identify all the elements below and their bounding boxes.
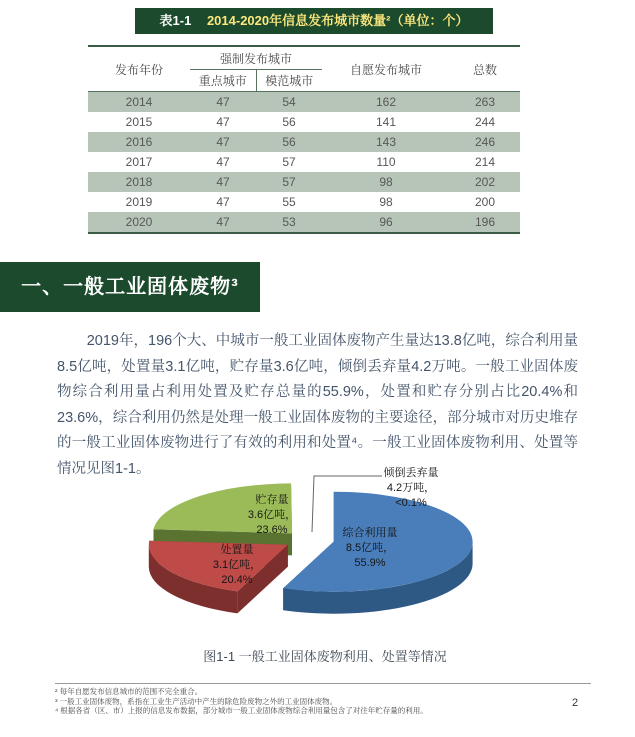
col-header-key-cities: 重点城市 bbox=[190, 70, 256, 92]
cell-key: 47 bbox=[216, 215, 230, 229]
section-heading: 一、一般工业固体废物³ bbox=[0, 262, 260, 312]
slice-pct: 55.9% bbox=[354, 557, 386, 569]
cell-voluntary: 162 bbox=[375, 95, 397, 109]
body-paragraph: 2019年，196个大、中城市一般工业固体废物产生量达13.8亿吨，综合利用量8.5亿吨，处置量3.1亿吨，贮存量3.6亿吨，倾倒丢弃量4.2万吨。一般工业固体废物综合利用量占利用处置及贮存总量的55.9%，处置和贮存分别占比20.4%和23.6%，综合利用仍然是处理一般工业固体废物的主要途径，部分城市对历史堆存的一般工业固体废物进行了有效的利用和处置⁴。一般工业固体废物利用、处置等情况见图1-1。 bbox=[57, 333, 578, 477]
slice-name: 处置量 bbox=[220, 544, 254, 556]
cell-total: 200 bbox=[474, 195, 496, 209]
table-row bbox=[88, 192, 520, 212]
col-header-mandatory: 强制发布城市 bbox=[190, 46, 322, 70]
cell-model: 57 bbox=[282, 175, 296, 189]
cell-voluntary: 141 bbox=[375, 115, 397, 129]
footnotes bbox=[55, 683, 591, 716]
col-header-year: 发布年份 bbox=[88, 46, 190, 92]
footnote: ² 每年自愿发布信息城市的范围不完全重合。 bbox=[55, 687, 203, 696]
slice-pct: 23.6% bbox=[256, 524, 288, 536]
pie-label-dump bbox=[356, 466, 466, 511]
cell-model: 57 bbox=[282, 155, 296, 169]
table-number: 表1-1 bbox=[159, 13, 192, 28]
page-number: 2 bbox=[572, 697, 579, 709]
cell-key: 47 bbox=[216, 175, 230, 189]
cell-voluntary: 98 bbox=[379, 195, 393, 209]
cell-voluntary: 96 bbox=[379, 215, 393, 229]
cell-key: 47 bbox=[216, 135, 230, 149]
pie-label-comprehensive bbox=[315, 526, 425, 571]
cell-voluntary: 110 bbox=[376, 155, 396, 169]
cell-year: 2014 bbox=[125, 95, 153, 109]
cell-model: 56 bbox=[282, 135, 296, 149]
cell-model: 54 bbox=[282, 95, 296, 109]
table-title-bar bbox=[135, 8, 493, 34]
cell-model: 55 bbox=[282, 195, 296, 209]
cell-year: 2015 bbox=[125, 115, 153, 129]
figure-caption: 图1-1 一般工业固体废物利用、处置等情况 bbox=[203, 649, 447, 664]
cell-year: 2016 bbox=[125, 135, 153, 149]
col-header-voluntary: 自愿发布城市 bbox=[322, 46, 450, 92]
table-row bbox=[88, 92, 520, 113]
slice-pct: <0.1% bbox=[395, 497, 427, 509]
cell-total: 246 bbox=[474, 135, 496, 149]
slice-pct: 20.4% bbox=[221, 574, 253, 586]
col-header-total: 总数 bbox=[450, 46, 520, 92]
slice-amount: 4.2万吨， bbox=[386, 482, 436, 494]
cell-total: 214 bbox=[474, 155, 496, 169]
slice-name: 倾倒丢弃量 bbox=[383, 467, 439, 479]
pie-label-disposal bbox=[182, 543, 292, 588]
footnote: ³ 一般工业固体废物，系指在工业生产活动中产生的除危险废物之外的工业固体废物。 bbox=[55, 696, 338, 706]
slice-amount: 3.1亿吨， bbox=[212, 559, 262, 571]
col-header-model-cities: 模范城市 bbox=[256, 70, 322, 92]
cell-year: 2019 bbox=[125, 195, 153, 209]
cell-model: 53 bbox=[282, 215, 296, 229]
cell-total: 244 bbox=[474, 115, 496, 129]
table-header bbox=[88, 46, 520, 92]
cell-key: 47 bbox=[216, 195, 230, 209]
cell-year: 2018 bbox=[125, 175, 153, 189]
slice-amount: 3.6亿吨， bbox=[247, 509, 297, 521]
slice-name: 综合利用量 bbox=[342, 527, 398, 539]
cell-year: 2020 bbox=[125, 215, 153, 229]
cell-voluntary: 98 bbox=[379, 175, 393, 189]
slice-amount: 8.5亿吨， bbox=[345, 542, 395, 554]
cell-model: 56 bbox=[282, 115, 296, 129]
cell-key: 47 bbox=[216, 115, 230, 129]
cell-total: 202 bbox=[474, 175, 496, 189]
table-row bbox=[88, 112, 520, 132]
pie-chart-figure bbox=[130, 460, 530, 642]
footnote: ⁴ 根据各省（区、市）上报的信息发布数据，部分城市一般工业固体废物综合利用量包含了对往年贮存量的利用。 bbox=[55, 706, 428, 715]
info-cities-table bbox=[88, 45, 520, 234]
cell-key: 47 bbox=[216, 155, 230, 169]
pie-label-storage bbox=[217, 493, 327, 538]
table-row bbox=[88, 152, 520, 172]
table-row bbox=[88, 212, 520, 233]
cell-key: 47 bbox=[216, 95, 230, 109]
table-row bbox=[88, 172, 520, 192]
cell-voluntary: 143 bbox=[375, 135, 397, 149]
table-title: 2014-2020年信息发布城市数量²（单位：个） bbox=[206, 13, 469, 28]
cell-total: 196 bbox=[474, 215, 496, 229]
slice-name: 贮存量 bbox=[255, 494, 289, 506]
cell-year: 2017 bbox=[125, 155, 153, 169]
table-row bbox=[88, 132, 520, 152]
cell-total: 263 bbox=[474, 95, 496, 109]
